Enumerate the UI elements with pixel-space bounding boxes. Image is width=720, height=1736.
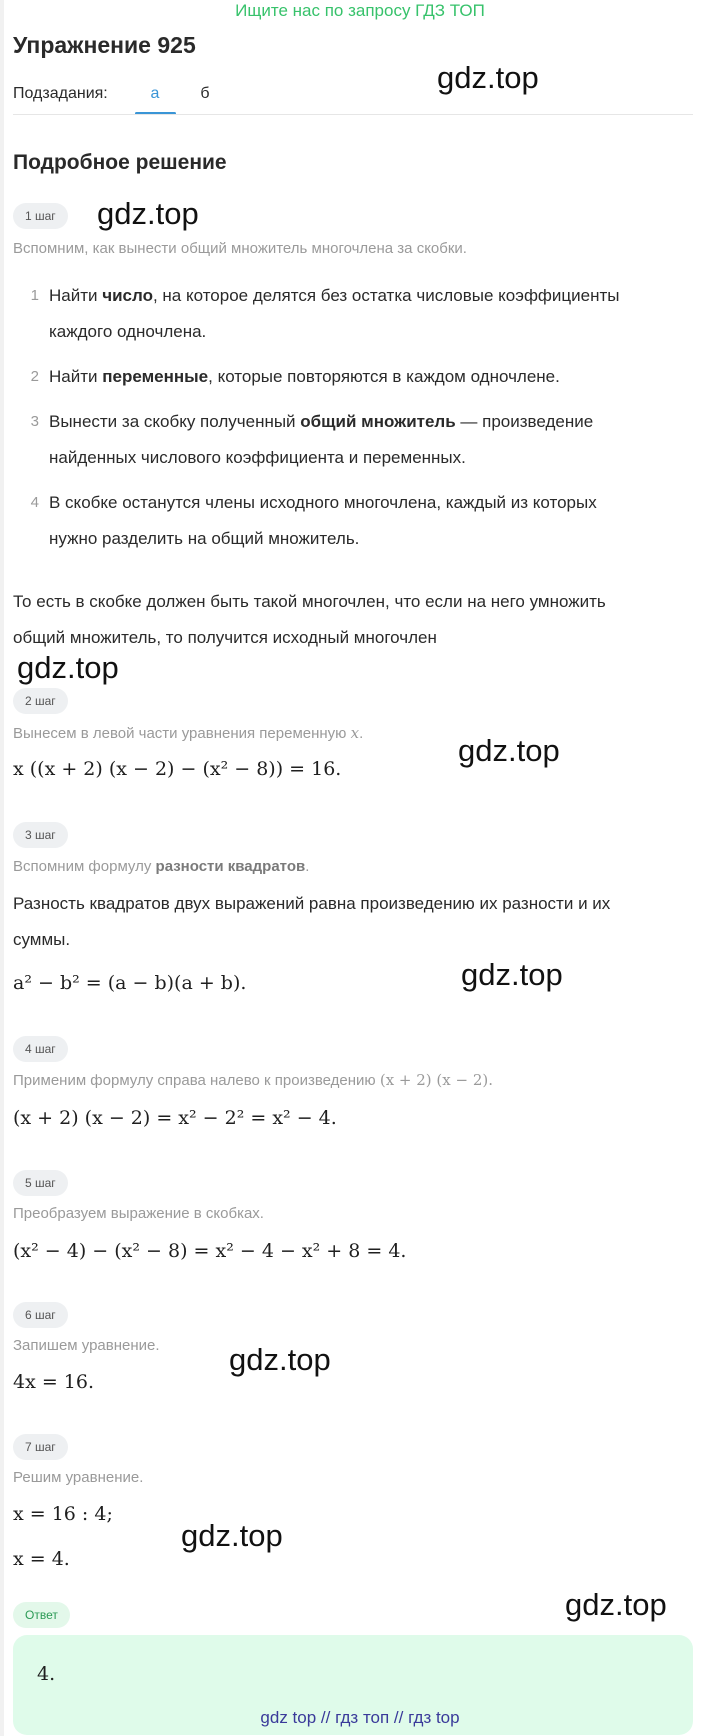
- watermark: gdz.top: [229, 1342, 331, 1377]
- watermark: gdz.top: [181, 1518, 283, 1553]
- step-intro: Применим формулу справа налево к произведению (x + 2) (x − 2).: [13, 1071, 494, 1089]
- list-number: 1: [30, 287, 39, 304]
- watermark: gdz.top: [97, 196, 199, 231]
- formula: 4x = 16.: [13, 1371, 95, 1393]
- list-item: Найти число, на которое делятся без остатка числовые коэффициенты каждого одночлена.: [49, 286, 620, 341]
- step-intro: Преобразуем выражение в скобках.: [13, 1205, 264, 1222]
- step-intro: Вспомним, как вынести общий множитель многочлена за скобки.: [13, 240, 467, 257]
- step-badge: 5 шаг: [13, 1170, 68, 1196]
- step-badge: 3 шаг: [13, 822, 68, 848]
- tab-a[interactable]: а: [150, 85, 160, 102]
- page-title: Упражнение 925: [13, 32, 196, 58]
- tab-b[interactable]: б: [200, 85, 210, 102]
- step-intro: Вынесем в левой части уравнения переменную x.: [13, 724, 364, 742]
- list-item: Найти переменные, которые повторяются в каждом одночлене.: [49, 367, 560, 386]
- section-title: Подробное решение: [13, 151, 227, 174]
- answer-badge: Ответ: [13, 1602, 70, 1628]
- formula: a² − b² = (a − b)(a + b).: [13, 972, 247, 994]
- step-badge: 6 шаг: [13, 1302, 68, 1328]
- step-badge: 4 шаг: [13, 1036, 68, 1062]
- step-badge: 7 шаг: [13, 1434, 68, 1460]
- formula: x = 16 : 4;: [13, 1503, 113, 1525]
- list-number: 2: [30, 368, 39, 385]
- step-badge: 1 шаг: [13, 203, 68, 229]
- step-text: Разность квадратов двух выражений равна произведению их разности и их суммы.: [13, 894, 611, 949]
- list-number: 4: [30, 494, 39, 511]
- list-item: В скобке останутся члены исходного многочлена, каждый из которых нужно разделить на общий множитель.: [49, 493, 597, 548]
- step-badge: 2 шаг: [13, 688, 68, 714]
- formula: x = 4.: [13, 1548, 70, 1570]
- list-item: Вынести за скобку полученный общий множитель — произведение найденных числового коэффициента и переменных.: [49, 412, 594, 467]
- formula: x ((x + 2) (x − 2) − (x² − 8)) = 16.: [13, 758, 342, 780]
- step-conclusion: То есть в скобке должен быть такой многочлен, что если на него умножить общий множитель, то получится исходный многочлен: [13, 592, 606, 647]
- watermark: gdz.top: [458, 733, 560, 768]
- divider: [13, 114, 693, 115]
- watermark: gdz.top: [461, 957, 563, 992]
- step-intro: Решим уравнение.: [13, 1469, 144, 1486]
- step-intro: Запишем уравнение.: [13, 1337, 160, 1354]
- list-number: 3: [30, 413, 39, 430]
- watermark: gdz.top: [17, 650, 119, 685]
- scrollbar[interactable]: [0, 0, 4, 1736]
- formula: (x² − 4) − (x² − 8) = x² − 4 − x² + 8 = 4.: [13, 1240, 407, 1262]
- answer-value: 4.: [37, 1663, 56, 1685]
- step-intro: Вспомним формулу разности квадратов.: [13, 858, 310, 875]
- footer-links[interactable]: gdz top // гдз топ // гдз top: [260, 1708, 460, 1727]
- watermark: gdz.top: [565, 1587, 667, 1622]
- formula: (x + 2) (x − 2) = x² − 2² = x² − 4.: [13, 1107, 337, 1129]
- subtasks-label: Подзадания:: [13, 85, 108, 102]
- watermark: gdz.top: [437, 60, 539, 95]
- search-banner: Ищите нас по запросу ГДЗ ТОП: [235, 1, 485, 20]
